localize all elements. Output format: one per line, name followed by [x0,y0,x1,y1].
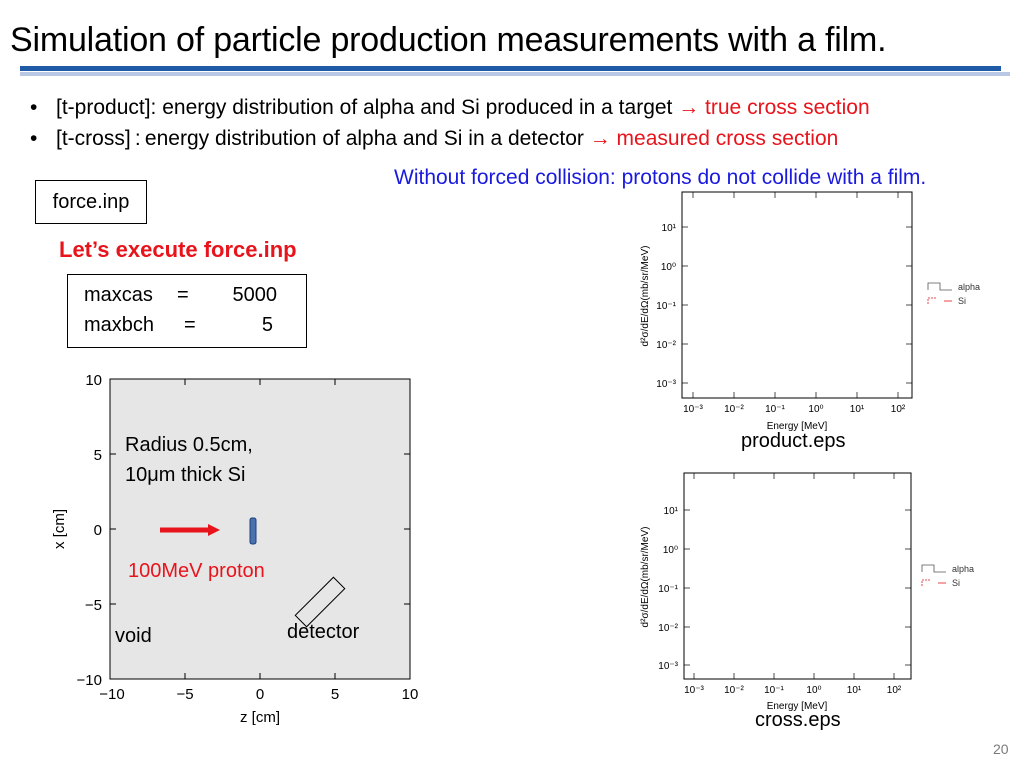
forced-collision-note: Without forced collision: protons do not collide with a film. [394,166,927,189]
y-tick-label: 5 [93,447,102,464]
legend-swatch-alpha [928,283,952,290]
y-tick-label: 10⁻³ [656,379,676,390]
plot-legend [928,282,980,306]
x-tick-label: 10⁰ [808,404,824,415]
x-tick-label: −5 [176,686,194,703]
x-tick-label: −10 [99,686,125,703]
x-tick-label: 10² [886,685,902,696]
legend-label-alpha: alpha [952,564,975,574]
y-tick-label: 10⁻³ [658,661,678,672]
x-tick-label: 10⁻³ [683,404,703,415]
y-axis-label: d²σ/dE/dΩ(mb/sr/MeV) [640,526,651,628]
title-rule [20,66,1001,71]
x-axis-label: Energy [MeV] [766,421,828,432]
x-tick-labels [684,685,902,696]
target-film [250,518,256,544]
y-tick-label: −5 [84,597,102,614]
geometry-y-axis-label: x [cm] [51,509,68,549]
x-tick-label: 10⁻¹ [764,685,784,696]
x-tick-label: 10¹ [849,404,865,415]
x-tick-label: 10 [401,686,419,703]
file-name-box: force.inp [35,180,147,224]
legend-label-si: Si [958,296,967,306]
plot-legend [922,564,974,588]
y-tick-label: 10 [85,372,102,389]
x-tick-label: 10⁻² [724,685,744,696]
detector-label: detector [287,621,360,643]
bullet-text: [t-product]: energy distribution of alpha and Si produced in a target [56,96,679,119]
target-label-line1: Radius 0.5cm, [125,434,253,456]
param-name: maxcas [84,284,153,306]
energy-plot-svg [632,467,1012,717]
y-tick-label: 10⁰ [660,262,676,273]
bullet-t-product [30,96,870,120]
target-label-line2: 10μm thick Si [125,464,246,486]
y-tick-label: 10¹ [663,506,678,517]
parameter-box [67,274,307,348]
bullet-highlight: → true cross section [678,96,870,119]
geometry-plot-svg [40,362,440,732]
x-tick-label: 0 [255,686,265,703]
y-tick-label: 10⁻¹ [656,301,676,312]
energy-plot-svg [632,186,1012,436]
bullet-dot: • [30,127,38,150]
x-tick-label: 10⁰ [806,685,822,696]
bullet-t-cross [30,127,838,151]
legend-label-si: Si [952,578,961,588]
legend-label-alpha: alpha [958,282,981,292]
y-tick-labels [656,223,676,390]
param-value: 5 [261,314,273,336]
x-tick-label: 10¹ [846,685,862,696]
y-tick-label: 10⁰ [662,545,678,556]
y-tick-label: 10⁻² [656,340,676,351]
param-equals: = [177,284,189,306]
x-tick-label: 5 [330,686,340,703]
plot-caption-cross: cross.eps [755,709,841,731]
bullet-dot: • [30,96,38,119]
bullet-highlight: → measured cross section [589,127,839,150]
page-number: 20 [993,741,1009,757]
beam-label: 100MeV proton [128,560,265,582]
y-tick-label: 10⁻² [658,623,678,634]
energy-plot-cross [632,467,1012,717]
x-tick-label: 10⁻¹ [765,404,785,415]
x-axis-label: Energy [MeV] [766,701,828,712]
execute-label: Let’s execute force.inp [59,237,297,262]
x-tick-label: 10² [890,404,906,415]
geometry-plot [40,362,440,732]
y-tick-label: −10 [76,672,102,689]
param-equals: = [184,314,196,336]
legend-swatch-si [922,580,930,586]
title-rule-shadow [20,72,1010,76]
bullet-text: [t-cross] : energy distribution of alpha and Si in a detector [56,127,590,150]
energy-plot-product [632,186,1012,436]
y-tick-labels [658,506,678,672]
x-tick-labels [683,404,906,415]
geometry-x-axis-label: z [cm] [240,709,280,726]
y-tick-label: 10⁻¹ [658,584,678,595]
y-tick-label: 0 [93,522,102,539]
param-name: maxbch [84,314,155,336]
x-tick-label: 10⁻³ [684,685,704,696]
y-tick-label: 10¹ [661,223,676,234]
x-tick-label: 10⁻² [724,404,744,415]
y-axis-label: d²σ/dE/dΩ(mb/sr/MeV) [640,245,651,347]
geometry-region-void [110,379,410,679]
void-label: void [115,625,152,647]
legend-swatch-alpha [922,565,946,572]
page-title: Simulation of particle production measurements with a film. [10,21,887,59]
plot-caption-product: product.eps [741,430,846,452]
plot-frame [684,473,911,679]
plot-frame [682,192,912,398]
legend-swatch-si [928,298,936,304]
param-value: 5000 [232,284,277,306]
